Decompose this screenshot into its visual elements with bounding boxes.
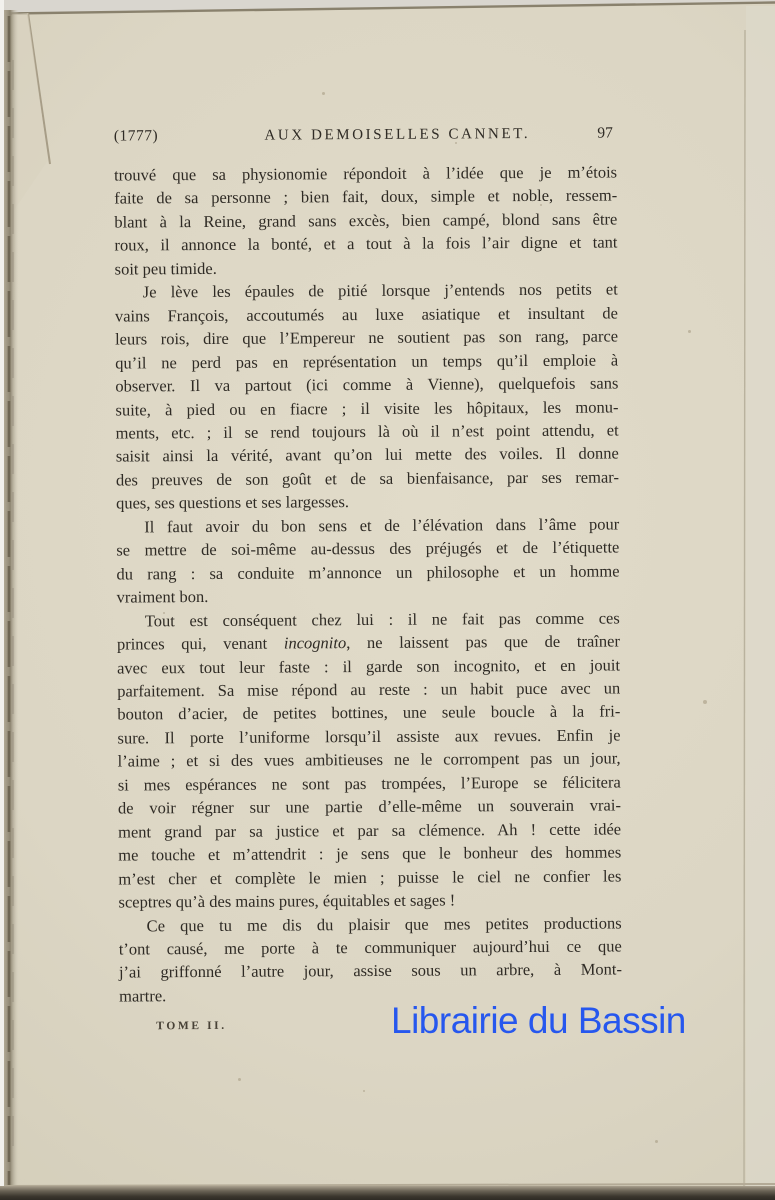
paragraph (117, 606, 622, 914)
paper-speck (703, 700, 707, 704)
text-line: de voir régner sur une partie d’elle-même un souverain vrai- (117, 795, 621, 818)
paragraph (115, 278, 619, 516)
paragraph (114, 160, 618, 280)
paper-speck (655, 1140, 658, 1143)
text-line: vains François, accoutumés au luxe asiatique et insultant de (114, 303, 618, 326)
text-line: m’est cher et complète le mien ; puisse le ciel ne confier les (118, 866, 622, 889)
text-line: ment grand par sa justice et par sa clémence. Ah ! cette idée (118, 819, 622, 842)
running-header (114, 124, 617, 145)
text-line: sure. Il porte l’uniforme lorsqu’il assiste aux revues. Enfin je (117, 725, 621, 748)
text-line: se mettre de soi-même au-dessus des préjugés et de l’étiquette (116, 537, 620, 560)
text-line: si mes espérances ne sont pas trompées, l’Europe se félicitera (117, 772, 621, 795)
paragraph (116, 512, 620, 609)
text-line: Tout est conséquent chez lui : il ne fait pas comme ces (144, 608, 620, 630)
text-line: saisit ainsi la vérité, avant qu’on lui mette des voiles. Il donne (115, 443, 619, 466)
text-line: bouton d’acier, de petites bottines, une seule boucle à la fri- (117, 701, 621, 724)
header-title: AUX DEMOISELLES CANNET. (264, 125, 531, 144)
paper-speck (238, 1078, 241, 1081)
text-line: l’aime ; et si des vues ambitieuses ne le corrompent pas un jour, (117, 748, 621, 771)
text-line: me touche et m’attendrit : je sens que le bonheur des hommes (118, 842, 622, 865)
tome-label: TOME II. (156, 1019, 227, 1033)
text-line: qu’il ne perd pas en représentation un temps qu’il emploie à (115, 350, 619, 373)
text-line: des preuves de son goût et de sa bienfaisance, par ses remar- (115, 467, 619, 490)
text-line: sceptres qu’à des mains pures, équitables et sages ! (118, 890, 456, 912)
page-edge-bottom (0, 1186, 775, 1200)
body-text (114, 160, 622, 1007)
header-year: (1777) (113, 127, 159, 145)
text-line: roux, il annonce la bonté, et a tout à la fois l’air digne et tant (114, 232, 618, 255)
text-line: observer. Il va partout (ici comme à Vienne), quelquefois sans (115, 373, 619, 396)
text-line: leurs rois, dire que l’Empereur ne soutient pas son rang, parce (115, 326, 619, 349)
text-line: vraiment bon. (116, 587, 209, 607)
text-line: avec eux tout leur faste : il garde son incognito, et en jouit (117, 654, 621, 678)
text-line: Je lève les épaules de pitié lorsque j’entends nos petits et (142, 279, 618, 302)
text-line: faite de sa personne ; bien fait, doux, simple et noble, ressem- (114, 185, 618, 208)
text-line: Il faut avoir du bon sens et de l’élévation dans l’âme pour (144, 514, 620, 537)
text-line: parfaitement. Sa mise répond au reste : un habit puce avec un (117, 678, 621, 701)
page-edge-left (0, 0, 4, 1200)
text-line: t’ont causé, me porte à te communiquer aujourd’hui ce que (118, 936, 622, 959)
header-page-number: 97 (597, 124, 613, 142)
bookseller-watermark: Librairie du Bassin (391, 1000, 686, 1041)
paragraph (119, 911, 623, 1008)
text-line: martre. (119, 986, 167, 1006)
paper-speck (688, 330, 691, 333)
text-line: ments, etc. ; il se rend toujours là où il n’est point attendu, et (115, 420, 619, 443)
text-line: suite, à pied ou en fiacre ; il visite les hôpitaux, les monu- (115, 396, 619, 420)
text-line: Ce que tu me dis du plaisir que mes petites productions (146, 912, 622, 935)
text-line: princes qui, venant incognito, ne laissent pas que de traîner (116, 631, 620, 654)
paper-speck (322, 92, 325, 95)
text-line: ques, ses questions et ses largesses. (116, 492, 350, 513)
text-line: du rang : sa conduite m’annonce un philosophe et un homme (116, 561, 620, 584)
paper-speck (363, 1090, 365, 1092)
text-line: soit peu timide. (114, 258, 217, 279)
text-line: trouvé que sa physionomie répondoit à l’idée que je m’étois (114, 162, 618, 185)
text-line: blant à la Reine, grand sans excès, bien campé, blond sans être (114, 209, 618, 232)
text-line: j’ai griffonné l’autre jour, assise sous un arbre, à Mont- (118, 959, 622, 982)
